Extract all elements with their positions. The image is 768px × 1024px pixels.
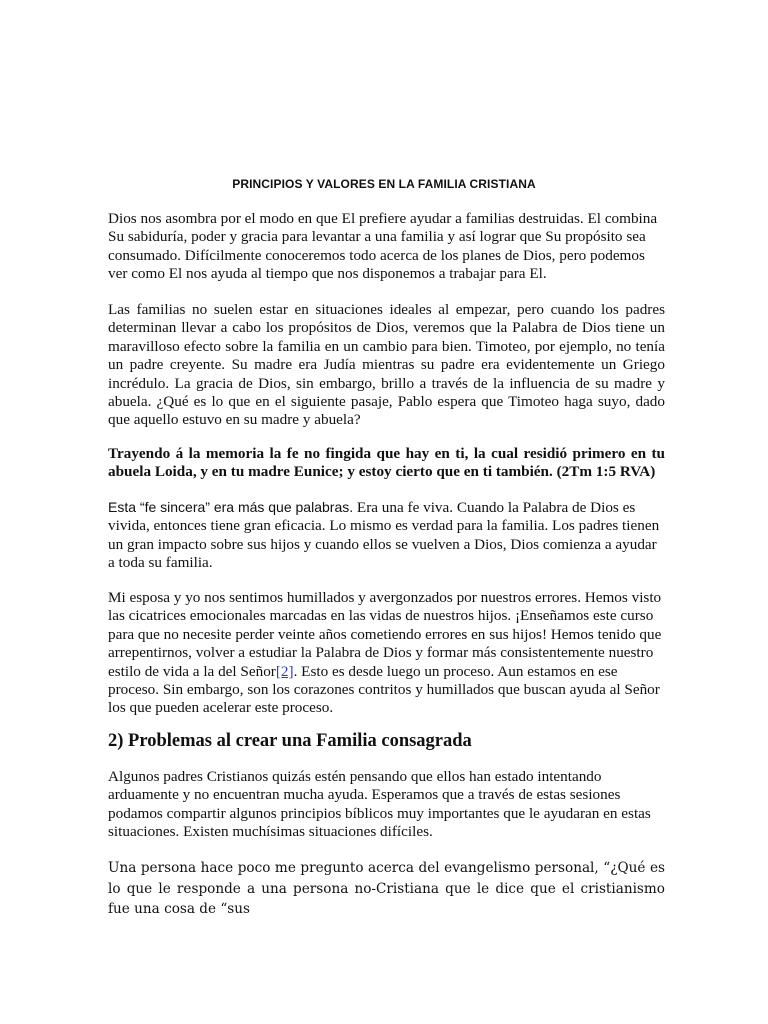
document-title: PRINCIPIOS Y VALORES EN LA FAMILIA CRISTIANA [232, 177, 536, 191]
paragraph-fe-sincera-lead: Esta “fe sincera” era más que palabras. [108, 499, 354, 515]
paragraph-evangelism: Una persona hace poco me pregunto acerca del evangelismo personal, “¿Qué es lo que le responde a una persona no-Cristiana que le dice que el cristianismo fue una cosa de “sus [108, 860, 665, 917]
paragraph-intro: Dios nos asombra por el modo en que El prefiere ayudar a familias destruidas. El combina Su sabiduría, poder y gracia para levantar a una familia y así lograr que Su propósito sea consumado. Difícilmente conoceremos todo acerca de los planes de Dios, pero podemos ver como El nos ayuda al tiempo que nos disponemos a trabajar para El. [108, 210, 658, 283]
scripture-quote: Trayendo á la memoria la fe no fingida que hay en ti, la cual residió primero en tu abuela Loida, y en tu madre Eunice; y estoy cierto que en ti también. (2Tm 1:5 RVA) [108, 445, 665, 481]
paragraph-fe-sincera [108, 498, 665, 573]
paragraph-testimony [108, 589, 665, 718]
footnote-link[interactable]: [2] [275, 662, 294, 680]
paragraph-testimony-body: Mi esposa y yo nos sentimos humillados y avergonzados por nuestros errores. Hemos visto las cicatrices emocionales marcadas en las vidas de nuestros hijos. ¡Enseñamos este curso para que no necesite perder veinte años cometiendo errores en sus hijos! Hemos tenido que arrepentirnos, volver a estudiar la Palabra de Dios y formar más consistentemente nuestro estilo de vida a la del Señor [108, 589, 662, 680]
paragraph-fe-sincera-body: Era una fe viva. Cuando la Palabra de Dios es vivida, entonces tiene gran eficacia. Lo mismo es verdad para la familia. Los padres tienen un gran impacto sobre sus hijos y cuando ellos se vuelven a Dios, Dios comienza a ayudar a toda su familia. [108, 499, 660, 572]
paragraph-timoteo: Las familias no suelen estar en situaciones ideales al empezar, pero cuando los padres determinan llevar a cabo los propósitos de Dios, veremos que la Palabra de Dios tiene un maravilloso efecto sobre la familia en un cambio para bien. Timoteo, por ejemplo, no tenía un padre creyente. Su madre era Judía mientras su padre era evidentemente un Griego incrédulo. La gracia de Dios, sin embargo, brillo a través de la influencia de su madre y abuela. ¿Qué es lo que en el siguiente pasaje, Pablo espera que Timoteo haga suyo, dado que aquello estuvo en su madre y abuela? [108, 301, 665, 429]
section-heading: 2) Problemas al crear una Familia consagrada [108, 731, 472, 751]
paragraph-testimony-end: . Esto es desde luego un proceso. Aun estamos en ese proceso. Sin embargo, son los corazones contritos y humillados que buscan ayuda al Señor los que pueden acelerar este proceso. [108, 662, 660, 717]
paragraph-problems: Algunos padres Cristianos quizás estén pensando que ellos han estado intentando arduamente y no encuentran mucha ayuda. Esperamos que a través de estas sesiones podamos compartir algunos principios bíblicos muy importantes que le ayudaran en estas situaciones. Existen muchísimas situaciones difíciles. [108, 768, 651, 841]
